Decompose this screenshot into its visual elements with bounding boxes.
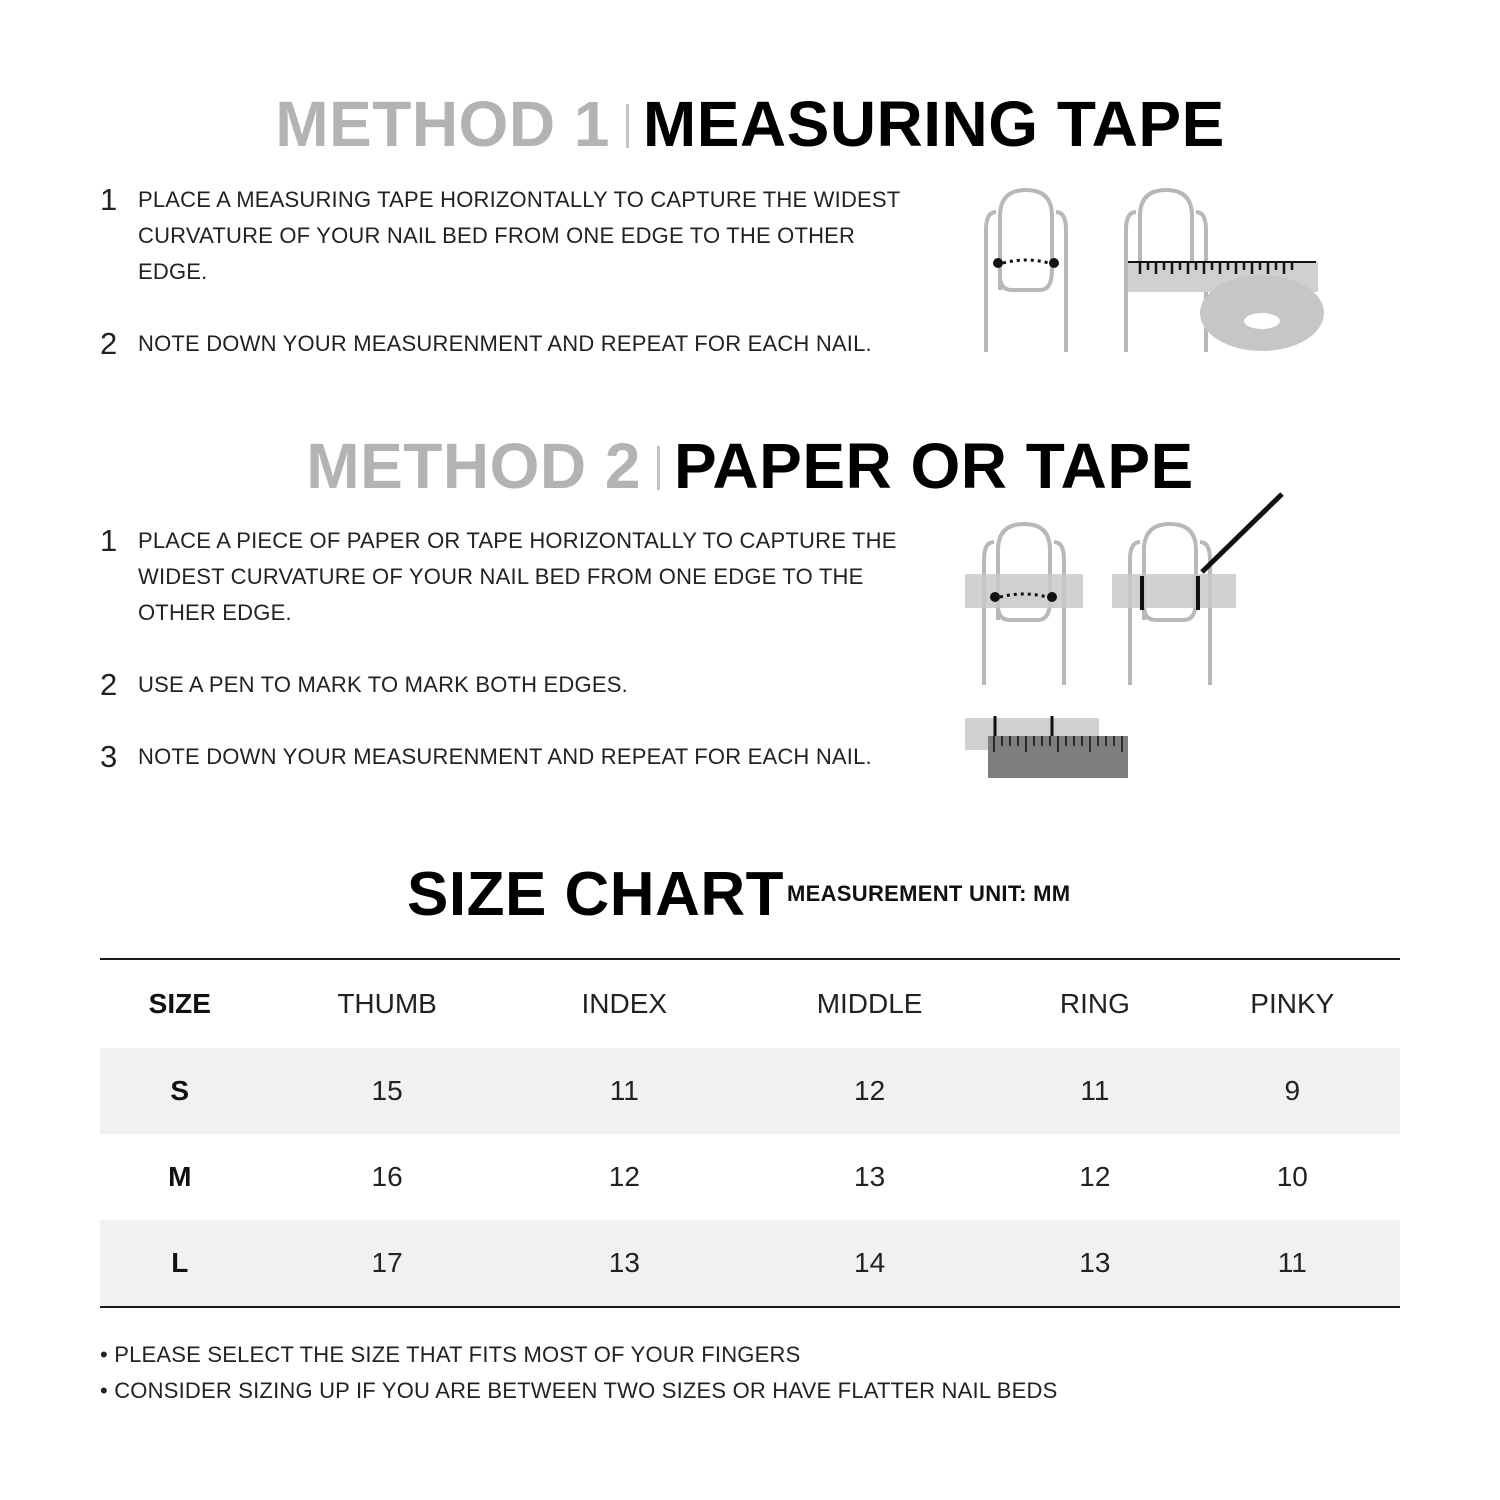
table-cell: 16 <box>371 1161 403 1192</box>
col-header-pinky: PINKY <box>1250 988 1335 1019</box>
col-header-size: SIZE <box>148 988 211 1019</box>
step-text: NOTE DOWN YOUR MEASURENMENT AND REPEAT FOR EACH NAIL. <box>138 331 872 356</box>
method-2-step-1 <box>100 523 920 631</box>
step-number: 2 <box>100 326 118 361</box>
col-header-ring: RING <box>1059 988 1130 1019</box>
table-cell: 11 <box>1005 1048 1184 1134</box>
table-cell: 13 <box>515 1220 734 1307</box>
paper-strip <box>965 574 1083 608</box>
size-label: L <box>100 1220 260 1307</box>
method-1-title: MEASURING TAPE <box>642 88 1225 160</box>
measurement-unit-label: MEASUREMENT UNIT: MM <box>787 881 1071 906</box>
size-chart-title: SIZE CHART <box>407 860 784 929</box>
step-number: 1 <box>100 182 118 217</box>
step-text: NOTE DOWN YOUR MEASURENMENT AND REPEAT FOR EACH NAIL. <box>138 744 872 769</box>
table-row <box>100 1134 1400 1220</box>
size-label: S <box>100 1048 260 1134</box>
table-cell: 13 <box>1005 1220 1184 1307</box>
heading-divider <box>657 446 660 490</box>
table-cell: 13 <box>854 1161 886 1192</box>
method-1-step-2 <box>100 326 920 362</box>
size-chart-table <box>100 958 1400 1308</box>
method-1-step-1 <box>100 182 920 290</box>
step-text: USE A PEN TO MARK TO MARK BOTH EDGES. <box>138 672 628 697</box>
table-cell: 11 <box>1185 1220 1400 1307</box>
method-2-heading <box>0 430 1500 502</box>
table-cell: 11 <box>515 1048 734 1134</box>
table-row <box>100 1048 1400 1134</box>
step-number: 2 <box>100 667 118 702</box>
method-2-title: PAPER OR TAPE <box>673 430 1194 502</box>
nail-edge-marker <box>1049 258 1059 268</box>
paper-strip <box>1112 574 1236 608</box>
table-cell: 15 <box>260 1048 515 1134</box>
method-2-step-3 <box>100 739 920 775</box>
sizing-note-2: • CONSIDER SIZING UP IF YOU ARE BETWEEN TWO SIZES OR HAVE FLATTER NAIL BEDS <box>100 1378 1058 1403</box>
step-number: 1 <box>100 523 118 558</box>
pen-icon <box>1202 494 1282 572</box>
table-cell: 10 <box>1276 1161 1308 1192</box>
heading-divider <box>626 104 629 148</box>
method-1-prefix: METHOD 1 <box>275 88 610 160</box>
measuring-tape-illustration <box>970 180 1350 360</box>
table-cell: 14 <box>734 1220 1005 1307</box>
size-label: M <box>168 1161 192 1192</box>
step-number: 3 <box>100 739 118 774</box>
tape-roll-icon <box>1128 262 1324 351</box>
finger-icon <box>986 190 1066 352</box>
method-1-heading <box>0 88 1500 160</box>
nail-edge-marker <box>993 258 1003 268</box>
table-row <box>100 1220 1400 1307</box>
sizing-note-1: • PLEASE SELECT THE SIZE THAT FITS MOST OF YOUR FINGERS <box>100 1342 801 1367</box>
step-text: PLACE A PIECE OF PAPER OR TAPE HORIZONTALLY TO CAPTURE THE WIDEST CURVATURE OF YOUR NAIL BED FROM ONE EDGE TO THE OTHER EDGE. <box>138 528 897 625</box>
method-2-prefix: METHOD 2 <box>306 430 641 502</box>
table-cell: 17 <box>260 1220 515 1307</box>
step-text: PLACE A MEASURING TAPE HORIZONTALLY TO CAPTURE THE WIDEST CURVATURE OF YOUR NAIL BED FROM ONE EDGE TO THE OTHER EDGE. <box>138 187 901 284</box>
col-header-middle: MIDDLE <box>816 988 923 1019</box>
table-header-row <box>100 959 1400 1048</box>
table-cell: 9 <box>1185 1048 1400 1134</box>
paper-tape-illustration <box>960 490 1290 790</box>
table-cell: 12 <box>1079 1161 1111 1192</box>
table-cell: 12 <box>734 1048 1005 1134</box>
col-header-thumb: THUMB <box>337 988 437 1019</box>
method-2-step-2 <box>100 667 920 703</box>
table-cell: 12 <box>608 1161 640 1192</box>
col-header-index: INDEX <box>581 988 668 1019</box>
